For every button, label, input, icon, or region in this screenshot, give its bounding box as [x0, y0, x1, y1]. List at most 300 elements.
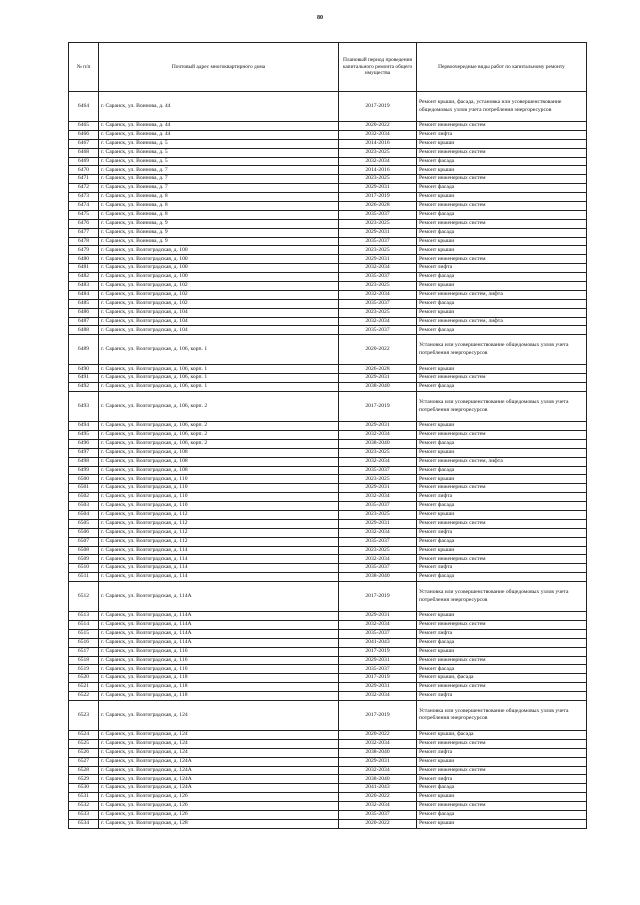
table-row — [69, 510, 587, 519]
cell-address: г. Саранск, ул. Волгоградская, д. 114А — [99, 638, 339, 647]
cell-num: 6527 — [69, 757, 99, 766]
header-num: № п/п — [69, 43, 99, 92]
cell-works: Ремонт лифта — [417, 264, 587, 273]
cell-period: 2035-2037 — [339, 537, 417, 546]
cell-works: Установка или усовершенствование общедомовых узлов учета потребления энергоресурсов — [417, 582, 587, 612]
cell-works: Ремонт инженерных систем — [417, 739, 587, 748]
cell-address: г. Саранск, ул. Волгоградская, д. 110 — [99, 484, 339, 493]
cell-num: 6503 — [69, 502, 99, 511]
table-row — [69, 335, 587, 365]
table-row — [69, 730, 587, 739]
cell-period: 2020-2022 — [339, 122, 417, 131]
table-row — [69, 793, 587, 802]
cell-address: г. Саранск, ул. Волгоградская, д. 114А — [99, 620, 339, 629]
cell-address: г. Саранск, ул. Волгоградская, д. 104 — [99, 326, 339, 335]
cell-num: 6511 — [69, 573, 99, 582]
table-row — [69, 564, 587, 573]
cell-address: г. Саранск, ул. Волгоградская, д. 106, корп. 2 — [99, 422, 339, 431]
cell-works: Ремонт крыши, фасада, установка или усовершенствование общедомовых узлов учета потребления энергоресурсов — [417, 92, 587, 122]
cell-works: Ремонт фасада — [417, 466, 587, 475]
table-row — [69, 299, 587, 308]
cell-period: 2035-2037 — [339, 299, 417, 308]
header-works: Первоочередные виды работ по капитальному ремонту — [417, 43, 587, 92]
table-row — [69, 802, 587, 811]
cell-address: г. Саранск, ул. Волгоградская, д. 104 — [99, 308, 339, 317]
cell-num: 6523 — [69, 700, 99, 730]
table-row — [69, 166, 587, 175]
cell-period: 2032-2034 — [339, 317, 417, 326]
cell-num: 6497 — [69, 448, 99, 457]
table-row — [69, 374, 587, 383]
table-row — [69, 700, 587, 730]
cell-period: 2023-2025 — [339, 308, 417, 317]
cell-num: 6506 — [69, 528, 99, 537]
cell-address: г. Саранск, ул. Волгоградская, д. 100 — [99, 255, 339, 264]
cell-works: Ремонт инженерных систем — [417, 175, 587, 184]
table-row — [69, 484, 587, 493]
cell-works: Ремонт фасада — [417, 383, 587, 392]
cell-period: 2038-2040 — [339, 775, 417, 784]
cell-period: 2035-2037 — [339, 629, 417, 638]
cell-period: 2038-2040 — [339, 439, 417, 448]
cell-period: 2020-2022 — [339, 819, 417, 828]
cell-num: 6500 — [69, 475, 99, 484]
table-body — [69, 92, 587, 829]
table-row — [69, 326, 587, 335]
cell-period: 2029-2031 — [339, 228, 417, 237]
table-row — [69, 748, 587, 757]
cell-num: 6507 — [69, 537, 99, 546]
cell-works: Ремонт инженерных систем — [417, 555, 587, 564]
cell-num: 6493 — [69, 392, 99, 422]
cell-works: Ремонт крыши — [417, 308, 587, 317]
table-row — [69, 457, 587, 466]
cell-period: 2035-2037 — [339, 326, 417, 335]
cell-num: 6533 — [69, 811, 99, 820]
cell-address: г. Саранск, ул. Волгоградская, д. 126 — [99, 802, 339, 811]
cell-num: 6498 — [69, 457, 99, 466]
cell-works: Ремонт крыши, фасада — [417, 674, 587, 683]
table-row — [69, 264, 587, 273]
header-row — [69, 43, 587, 92]
cell-works: Ремонт крыши — [417, 510, 587, 519]
cell-period: 2035-2037 — [339, 502, 417, 511]
cell-num: 6531 — [69, 793, 99, 802]
table-row — [69, 130, 587, 139]
cell-num: 6521 — [69, 683, 99, 692]
cell-period: 2023-2025 — [339, 246, 417, 255]
page-number: 80 — [317, 15, 323, 21]
cell-num: 6482 — [69, 273, 99, 282]
cell-works: Ремонт инженерных систем — [417, 683, 587, 692]
cell-num: 6524 — [69, 730, 99, 739]
table-row — [69, 757, 587, 766]
cell-num: 6467 — [69, 139, 99, 148]
cell-works: Ремонт лифта — [417, 528, 587, 537]
cell-works: Ремонт крыши — [417, 448, 587, 457]
table-row — [69, 202, 587, 211]
cell-period: 2023-2025 — [339, 475, 417, 484]
header-address: Почтовый адрес многоквартирного дома — [99, 43, 339, 92]
cell-period: 2023-2025 — [339, 546, 417, 555]
cell-period: 2038-2040 — [339, 383, 417, 392]
cell-address: г. Саранск, ул. Волгоградская, д. 110 — [99, 502, 339, 511]
cell-num: 6532 — [69, 802, 99, 811]
cell-works: Ремонт лифта — [417, 493, 587, 502]
cell-works: Ремонт инженерных систем — [417, 766, 587, 775]
cell-address: г. Саранск, ул. Воинова, д. 7 — [99, 166, 339, 175]
cell-works: Ремонт фасада — [417, 299, 587, 308]
table-row — [69, 184, 587, 193]
cell-works: Ремонт фасада — [417, 273, 587, 282]
cell-address: г. Саранск, ул. Волгоградская, д. 118 — [99, 683, 339, 692]
cell-num: 6474 — [69, 202, 99, 211]
cell-period: 2029-2031 — [339, 255, 417, 264]
cell-address: г. Саранск, ул. Волгоградская, д. 114А — [99, 612, 339, 621]
cell-num: 6529 — [69, 775, 99, 784]
cell-num: 6494 — [69, 422, 99, 431]
cell-address: г. Саранск, ул. Волгоградская, д. 110 — [99, 475, 339, 484]
table-row — [69, 228, 587, 237]
cell-num: 6492 — [69, 383, 99, 392]
table-row — [69, 282, 587, 291]
cell-address: г. Саранск, ул. Волгоградская, д. 106, корп. 1 — [99, 383, 339, 392]
cell-address: г. Саранск, ул. Волгоградская, д. 104 — [99, 317, 339, 326]
cell-period: 2014-2016 — [339, 166, 417, 175]
cell-address: г. Саранск, ул. Воинова, д. 8 — [99, 193, 339, 202]
cell-address: г. Саранск, ул. Воинова, д. 44 — [99, 92, 339, 122]
cell-period: 2032-2034 — [339, 692, 417, 701]
cell-works: Ремонт крыши — [417, 757, 587, 766]
cell-works: Ремонт лифта — [417, 748, 587, 757]
table-row — [69, 502, 587, 511]
cell-address: г. Саранск, ул. Волгоградская, д. 114А — [99, 582, 339, 612]
cell-works: Ремонт фасада — [417, 439, 587, 448]
cell-num: 6508 — [69, 546, 99, 555]
cell-period: 2029-2031 — [339, 484, 417, 493]
cell-num: 6466 — [69, 130, 99, 139]
cell-works: Ремонт инженерных систем, лифта — [417, 457, 587, 466]
cell-period: 2032-2034 — [339, 555, 417, 564]
table-row — [69, 365, 587, 374]
cell-works: Ремонт крыши — [417, 422, 587, 431]
table-row — [69, 819, 587, 828]
cell-works: Ремонт фасада — [417, 326, 587, 335]
table-row — [69, 157, 587, 166]
cell-num: 6530 — [69, 784, 99, 793]
cell-period: 2023-2025 — [339, 510, 417, 519]
cell-num: 6476 — [69, 219, 99, 228]
cell-address: г. Саранск, ул. Воинова, д. 8 — [99, 202, 339, 211]
cell-num: 6495 — [69, 430, 99, 439]
cell-works: Ремонт инженерных систем — [417, 148, 587, 157]
cell-works: Ремонт инженерных систем — [417, 255, 587, 264]
cell-period: 2032-2034 — [339, 802, 417, 811]
cell-address: г. Саранск, ул. Волгоградская, д. 100 — [99, 246, 339, 255]
cell-address: г. Саранск, ул. Волгоградская, д. 106, корп. 2 — [99, 430, 339, 439]
table-row — [69, 290, 587, 299]
cell-num: 6505 — [69, 519, 99, 528]
cell-works: Ремонт инженерных систем — [417, 802, 587, 811]
table-row — [69, 665, 587, 674]
cell-num: 6514 — [69, 620, 99, 629]
cell-works: Ремонт лифта — [417, 130, 587, 139]
cell-num: 6515 — [69, 629, 99, 638]
cell-num: 6484 — [69, 290, 99, 299]
cell-address: г. Саранск, ул. Волгоградская, д. 112 — [99, 510, 339, 519]
cell-works: Ремонт фасада — [417, 184, 587, 193]
cell-works: Ремонт фасада — [417, 537, 587, 546]
cell-address: г. Саранск, ул. Волгоградская, д. 108 — [99, 457, 339, 466]
cell-period: 2023-2025 — [339, 175, 417, 184]
cell-period: 2017-2019 — [339, 92, 417, 122]
table-row — [69, 148, 587, 157]
cell-works: Ремонт фасада — [417, 502, 587, 511]
table-row — [69, 620, 587, 629]
cell-address: г. Саранск, ул. Волгоградская, д. 100 — [99, 264, 339, 273]
cell-period: 2023-2025 — [339, 282, 417, 291]
cell-num: 6526 — [69, 748, 99, 757]
cell-address: г. Саранск, ул. Волгоградская, д. 118 — [99, 674, 339, 683]
cell-num: 6517 — [69, 647, 99, 656]
cell-works: Ремонт лифта — [417, 692, 587, 701]
cell-period: 2026-2028 — [339, 202, 417, 211]
cell-address: г. Саранск, ул. Волгоградская, д. 116 — [99, 665, 339, 674]
cell-period: 2038-2040 — [339, 573, 417, 582]
table-row — [69, 210, 587, 219]
table-row — [69, 475, 587, 484]
table-row — [69, 246, 587, 255]
cell-works: Ремонт крыши — [417, 475, 587, 484]
table-header — [69, 43, 587, 92]
cell-num: 6512 — [69, 582, 99, 612]
table-row — [69, 383, 587, 392]
cell-address: г. Саранск, ул. Волгоградская, д. 114 — [99, 564, 339, 573]
cell-num: 6480 — [69, 255, 99, 264]
cell-num: 6504 — [69, 510, 99, 519]
cell-num: 6513 — [69, 612, 99, 621]
cell-period: 2020-2022 — [339, 335, 417, 365]
cell-period: 2023-2025 — [339, 448, 417, 457]
table-row — [69, 255, 587, 264]
cell-num: 6501 — [69, 484, 99, 493]
cell-address: г. Саранск, ул. Волгоградская, д. 106, корп. 1 — [99, 335, 339, 365]
cell-address: г. Саранск, ул. Волгоградская, д. 116 — [99, 647, 339, 656]
cell-period: 2029-2031 — [339, 683, 417, 692]
cell-address: г. Саранск, ул. Волгоградская, д. 108 — [99, 466, 339, 475]
table-row — [69, 122, 587, 131]
cell-num: 6485 — [69, 299, 99, 308]
cell-period: 2035-2037 — [339, 564, 417, 573]
cell-address: г. Саранск, ул. Волгоградская, д. 124А — [99, 784, 339, 793]
table-row — [69, 766, 587, 775]
cell-address: г. Саранск, ул. Волгоградская, д. 124 — [99, 700, 339, 730]
table-row — [69, 775, 587, 784]
cell-address: г. Саранск, ул. Волгоградская, д. 102 — [99, 290, 339, 299]
cell-period: 2029-2031 — [339, 184, 417, 193]
cell-address: г. Саранск, ул. Волгоградская, д. 124 — [99, 739, 339, 748]
cell-period: 2035-2037 — [339, 466, 417, 475]
cell-works: Ремонт крыши — [417, 819, 587, 828]
table-row — [69, 573, 587, 582]
table-row — [69, 392, 587, 422]
cell-address: г. Саранск, ул. Волгоградская, д. 118 — [99, 692, 339, 701]
table-row — [69, 308, 587, 317]
cell-works: Ремонт лифта — [417, 564, 587, 573]
cell-address: г. Саранск, ул. Воинова, д. 7 — [99, 184, 339, 193]
cell-period: 2026-2028 — [339, 365, 417, 374]
cell-period: 2032-2034 — [339, 157, 417, 166]
cell-works: Ремонт лифта — [417, 775, 587, 784]
cell-num: 6509 — [69, 555, 99, 564]
cell-address: г. Саранск, ул. Воинова, д. 5 — [99, 139, 339, 148]
cell-num: 6475 — [69, 210, 99, 219]
cell-num: 6469 — [69, 157, 99, 166]
cell-works: Ремонт крыши — [417, 193, 587, 202]
cell-period: 2029-2031 — [339, 612, 417, 621]
cell-works: Ремонт крыши, фасада — [417, 730, 587, 739]
cell-num: 6470 — [69, 166, 99, 175]
cell-period: 2035-2037 — [339, 665, 417, 674]
table-row — [69, 528, 587, 537]
cell-works: Ремонт инженерных систем — [417, 219, 587, 228]
cell-address: г. Саранск, ул. Волгоградская, д. 106, корп. 1 — [99, 365, 339, 374]
cell-works: Ремонт фасада — [417, 573, 587, 582]
cell-works: Ремонт фасада — [417, 665, 587, 674]
cell-period: 2032-2034 — [339, 766, 417, 775]
table-row — [69, 448, 587, 457]
cell-works: Ремонт крыши — [417, 139, 587, 148]
cell-period: 2017-2019 — [339, 700, 417, 730]
cell-num: 6499 — [69, 466, 99, 475]
cell-num: 6502 — [69, 493, 99, 502]
cell-works: Ремонт крыши — [417, 793, 587, 802]
cell-works: Ремонт инженерных систем — [417, 374, 587, 383]
table-row — [69, 638, 587, 647]
cell-works: Ремонт инженерных систем — [417, 656, 587, 665]
cell-address: г. Саранск, ул. Волгоградская, д. 126 — [99, 793, 339, 802]
cell-num: 6477 — [69, 228, 99, 237]
cell-address: г. Саранск, ул. Воинова, д. 44 — [99, 130, 339, 139]
table-row — [69, 439, 587, 448]
cell-address: г. Саранск, ул. Воинова, д. 7 — [99, 175, 339, 184]
cell-works: Ремонт крыши — [417, 612, 587, 621]
cell-period: 2035-2037 — [339, 273, 417, 282]
cell-period: 2032-2034 — [339, 493, 417, 502]
cell-period: 2017-2019 — [339, 193, 417, 202]
cell-period: 2032-2034 — [339, 430, 417, 439]
cell-address: г. Саранск, ул. Волгоградская, д. 114А — [99, 629, 339, 638]
table-row — [69, 430, 587, 439]
cell-works: Ремонт инженерных систем, лифта — [417, 290, 587, 299]
cell-period: 2038-2040 — [339, 748, 417, 757]
table-row — [69, 519, 587, 528]
cell-address: г. Саранск, ул. Воинова, д. 9 — [99, 228, 339, 237]
cell-num: 6510 — [69, 564, 99, 573]
cell-period: 2029-2031 — [339, 422, 417, 431]
cell-address: г. Саранск, ул. Воинова, д. 9 — [99, 237, 339, 246]
cell-address: г. Саранск, ул. Волгоградская, д. 106, корп. 2 — [99, 439, 339, 448]
table-row — [69, 546, 587, 555]
cell-num: 6473 — [69, 193, 99, 202]
cell-address: г. Саранск, ул. Волгоградская, д. 114 — [99, 555, 339, 564]
cell-works: Ремонт крыши — [417, 365, 587, 374]
table-row — [69, 237, 587, 246]
cell-period: 2041-2043 — [339, 638, 417, 647]
header-period: Плановый период проведения капитального ремонта общего имущества — [339, 43, 417, 92]
cell-works: Ремонт фасада — [417, 784, 587, 793]
cell-period: 2032-2034 — [339, 457, 417, 466]
cell-address: г. Саранск, ул. Волгоградская, д. 106, корп. 1 — [99, 374, 339, 383]
table-row — [69, 647, 587, 656]
cell-address: г. Саранск, ул. Волгоградская, д. 114 — [99, 546, 339, 555]
cell-num: 6465 — [69, 122, 99, 131]
cell-period: 2017-2019 — [339, 582, 417, 612]
cell-works: Ремонт фасада — [417, 638, 587, 647]
cell-period: 2020-2022 — [339, 793, 417, 802]
cell-num: 6472 — [69, 184, 99, 193]
cell-period: 2035-2037 — [339, 237, 417, 246]
table-row — [69, 656, 587, 665]
cell-period: 2017-2019 — [339, 392, 417, 422]
cell-num: 6479 — [69, 246, 99, 255]
cell-period: 2020-2022 — [339, 730, 417, 739]
table-row — [69, 92, 587, 122]
cell-num: 6468 — [69, 148, 99, 157]
cell-works: Ремонт инженерных систем — [417, 484, 587, 493]
table-row — [69, 317, 587, 326]
cell-period: 2035-2037 — [339, 811, 417, 820]
cell-works: Ремонт крыши — [417, 282, 587, 291]
cell-period: 2041-2043 — [339, 784, 417, 793]
cell-num: 6489 — [69, 335, 99, 365]
table-row — [69, 139, 587, 148]
cell-period: 2032-2034 — [339, 739, 417, 748]
cell-works: Ремонт крыши — [417, 546, 587, 555]
cell-address: г. Саранск, ул. Волгоградская, д. 128 — [99, 819, 339, 828]
cell-period: 2017-2019 — [339, 647, 417, 656]
cell-works: Ремонт инженерных систем — [417, 202, 587, 211]
cell-num: 6496 — [69, 439, 99, 448]
cell-address: г. Саранск, ул. Воинова, д. 44 — [99, 122, 339, 131]
table-row — [69, 674, 587, 683]
cell-num: 6490 — [69, 365, 99, 374]
cell-works: Установка или усовершенствование общедомовых узлов учета потребления энергоресурсов — [417, 700, 587, 730]
cell-works: Ремонт фасада — [417, 210, 587, 219]
table-row — [69, 537, 587, 546]
cell-num: 6464 — [69, 92, 99, 122]
cell-num: 6478 — [69, 237, 99, 246]
cell-num: 6522 — [69, 692, 99, 701]
cell-works: Ремонт лифта — [417, 629, 587, 638]
table-row — [69, 422, 587, 431]
cell-works: Ремонт инженерных систем — [417, 430, 587, 439]
cell-period: 2035-2037 — [339, 210, 417, 219]
table-row — [69, 582, 587, 612]
cell-works: Ремонт крыши — [417, 166, 587, 175]
cell-address: г. Саранск, ул. Волгоградская, д. 108 — [99, 448, 339, 457]
table-row — [69, 273, 587, 282]
cell-works: Ремонт крыши — [417, 246, 587, 255]
table-row — [69, 629, 587, 638]
repair-schedule-table — [68, 42, 587, 829]
table-row — [69, 612, 587, 621]
cell-period: 2032-2034 — [339, 130, 417, 139]
cell-period: 2032-2034 — [339, 290, 417, 299]
cell-period: 2029-2031 — [339, 656, 417, 665]
cell-address: г. Саранск, ул. Воинова, д. 9 — [99, 219, 339, 228]
cell-address: г. Саранск, ул. Волгоградская, д. 110 — [99, 493, 339, 502]
